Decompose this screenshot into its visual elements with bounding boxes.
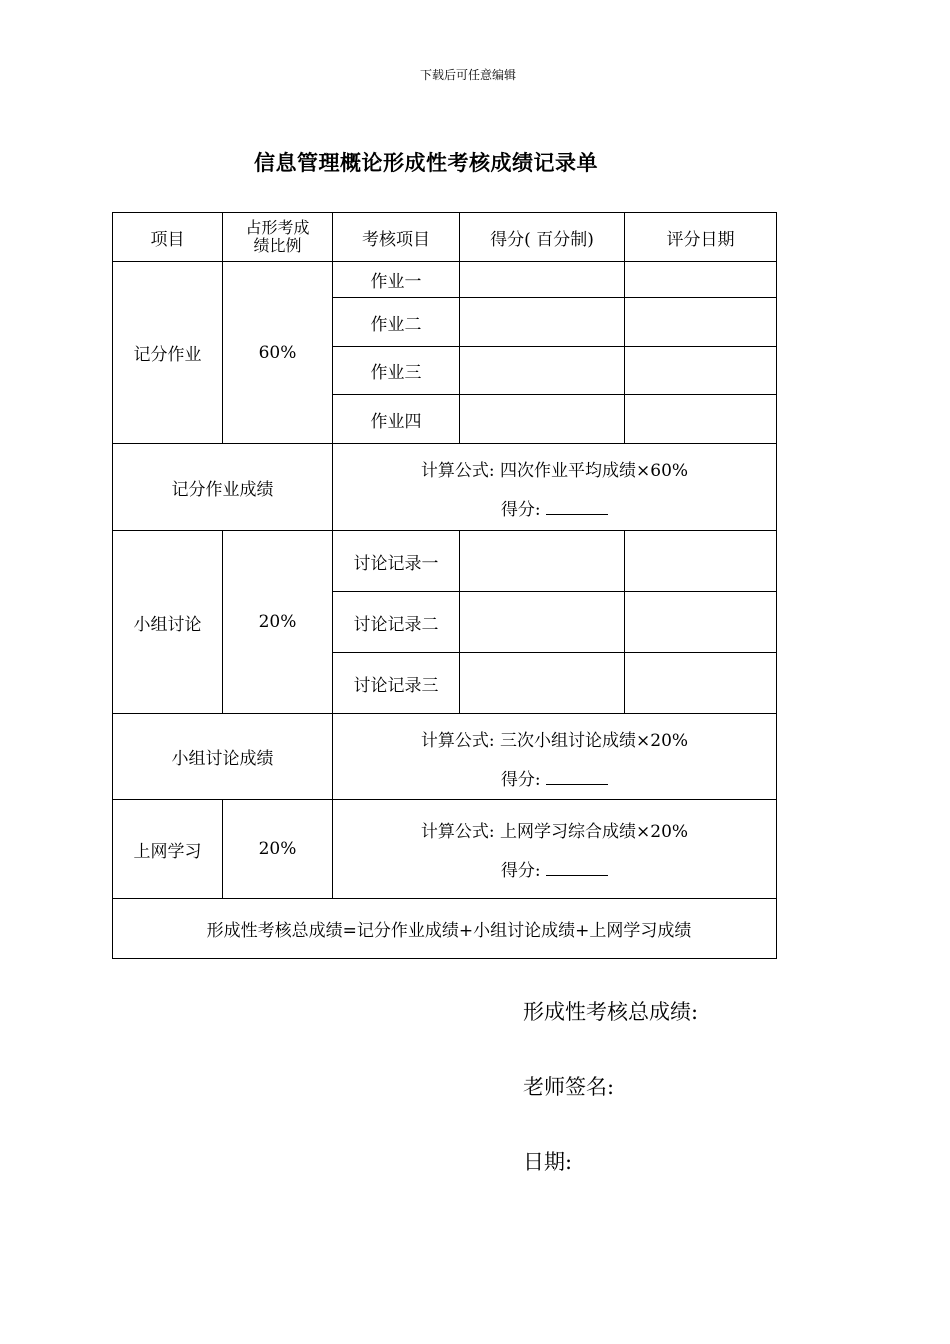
discussion-label: 小组讨论 [113, 531, 223, 714]
score-cell[interactable] [460, 262, 625, 298]
score-cell[interactable] [460, 298, 625, 347]
date-cell[interactable] [625, 531, 777, 592]
table-row [113, 899, 777, 959]
online-formula: 计算公式: 上网学习综合成绩×20% [420, 822, 689, 842]
discussion-formula: 计算公式: 三次小组讨论成绩×20% [420, 730, 689, 751]
score-cell[interactable] [460, 531, 625, 592]
table-row [113, 262, 777, 298]
score-cell[interactable] [460, 395, 625, 444]
table-row [113, 800, 777, 899]
table-row [113, 444, 777, 531]
header-note: 下载后可任意编辑 [419, 68, 516, 82]
online-formula-cell [333, 800, 777, 899]
date-cell[interactable] [625, 262, 777, 298]
discussion-score-blank[interactable] [546, 768, 608, 785]
homework-label: 记分作业 [113, 262, 223, 444]
online-ratio: 20% [223, 800, 333, 899]
score-cell[interactable] [460, 653, 625, 714]
score-cell[interactable] [460, 347, 625, 395]
date-cell[interactable] [625, 592, 777, 653]
discussion-total-label: 小组讨论成绩 [113, 714, 333, 800]
date-label: 日期: [523, 1150, 573, 1174]
discussion-score-line [333, 765, 776, 790]
discussion-ratio: 20% [223, 531, 333, 714]
homework-score-label: 得分: [500, 500, 541, 520]
teacher-signature-label: 老师签名: [523, 1075, 615, 1099]
discussion-formula-cell [333, 714, 777, 800]
date-cell[interactable] [625, 298, 777, 347]
homework-item-1: 作业一 [333, 262, 460, 298]
header-ratio-line2: 绩比例 [253, 236, 302, 255]
online-label: 上网学习 [113, 800, 223, 899]
discussion-item-2: 讨论记录二 [333, 592, 460, 653]
discussion-item-1: 讨论记录一 [333, 531, 460, 592]
online-score-label: 得分: [500, 861, 541, 881]
homework-item-4: 作业四 [333, 395, 460, 444]
total-formula: 形成性考核总成绩=记分作业成绩+小组讨论成绩+上网学习成绩 [113, 899, 777, 959]
date-cell[interactable] [625, 395, 777, 444]
online-score-line [333, 856, 776, 881]
header-ratio [223, 213, 333, 262]
table-row [113, 531, 777, 592]
discussion-item-3: 讨论记录三 [333, 653, 460, 714]
header-item: 项目 [113, 213, 223, 262]
table-row [113, 714, 777, 800]
page-title: 信息管理概论形成性考核成绩记录单 [254, 150, 598, 175]
homework-score-line [333, 495, 776, 520]
date-cell[interactable] [625, 653, 777, 714]
homework-item-3: 作业三 [333, 347, 460, 395]
online-score-blank[interactable] [546, 859, 608, 876]
homework-score-blank[interactable] [546, 498, 608, 515]
homework-item-2: 作业二 [333, 298, 460, 347]
header-score: 得分( 百分制) [460, 213, 625, 262]
header-assess-item: 考核项目 [333, 213, 460, 262]
date-cell[interactable] [625, 347, 777, 395]
homework-total-label: 记分作业成绩 [113, 444, 333, 531]
header-date: 评分日期 [625, 213, 777, 262]
total-score-label: 形成性考核总成绩: [523, 1000, 699, 1024]
discussion-score-label: 得分: [500, 769, 541, 790]
homework-ratio: 60% [223, 262, 333, 444]
grade-record-table [112, 212, 777, 959]
table-header-row [113, 213, 777, 262]
homework-formula-cell [333, 444, 777, 531]
header-ratio-line1: 占形考成 [245, 218, 310, 237]
homework-formula: 计算公式: 四次作业平均成绩×60% [420, 461, 689, 481]
score-cell[interactable] [460, 592, 625, 653]
